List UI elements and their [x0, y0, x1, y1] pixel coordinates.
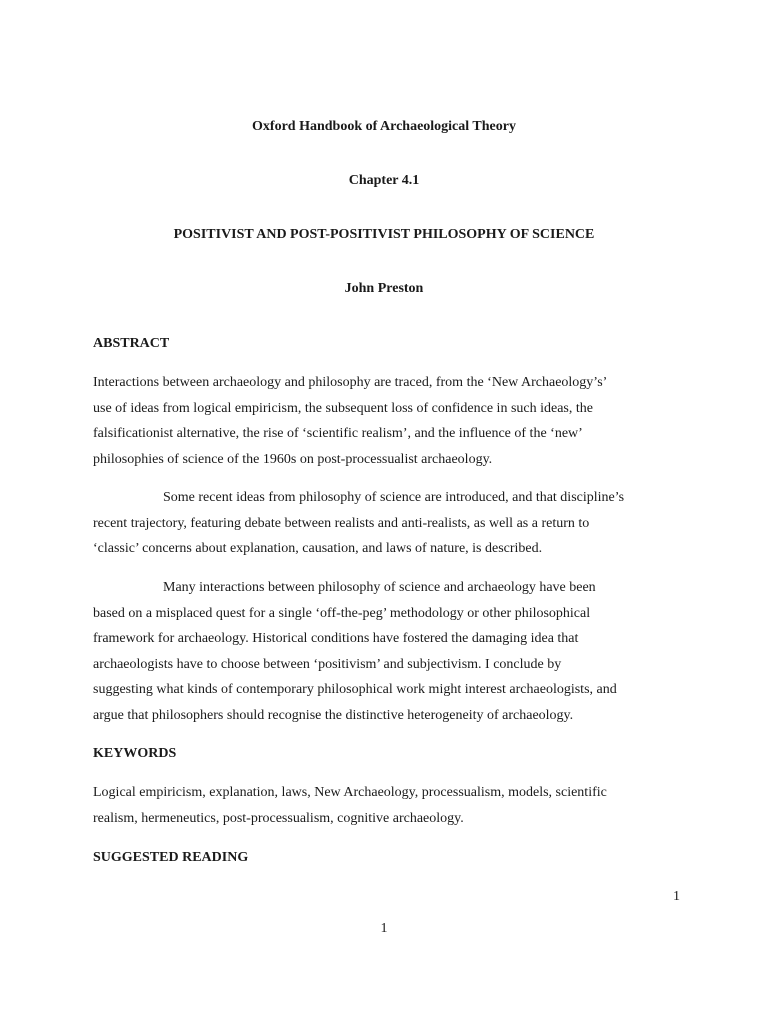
page-number-center: 1	[380, 921, 388, 936]
keywords-list	[93, 780, 683, 831]
suggested-reading-heading: SUGGESTED READING	[93, 850, 249, 865]
page-number-right: 1	[673, 889, 680, 904]
abstract-paragraph-2	[93, 485, 683, 562]
text-line: argue that philosophers should recognise the distinctive heterogeneity of archaeology.	[93, 707, 574, 723]
text-line: Interactions between archaeology and philosophy are traced, from the ‘New Archaeology’s’	[93, 375, 608, 390]
text-line: realism, hermeneutics, post-processualism, cognitive archaeology.	[93, 810, 464, 826]
text-line: archaeologists have to choose between ‘positivism’ and subjectivism. I conclude by	[93, 656, 562, 672]
chapter-number: Chapter 4.1	[348, 173, 420, 188]
chapter-title: POSITIVIST AND POST-POSITIVIST PHILOSOPHY OF SCIENCE	[173, 227, 595, 242]
text-line: suggesting what kinds of contemporary philosophical work might interest archaeologists, and	[93, 682, 617, 697]
text-line: based on a misplaced quest for a single ‘off-the-peg’ methodology or other philosophical	[93, 605, 591, 621]
book-title: Oxford Handbook of Archaeological Theory	[252, 119, 516, 134]
text-line: Many interactions between philosophy of science and archaeology have been	[163, 580, 596, 595]
text-line: Some recent ideas from philosophy of science are introduced, and that discipline’s	[163, 490, 625, 505]
text-line: philosophies of science of the 1960s on post-processualist archaeology.	[93, 451, 493, 467]
abstract-heading: ABSTRACT	[93, 336, 170, 351]
abstract-paragraph-1	[93, 370, 683, 472]
author-name: John Preston	[344, 281, 424, 296]
abstract-paragraph-3	[93, 575, 683, 728]
text-line: use of ideas from logical empiricism, the subsequent loss of confidence in such ideas, the	[93, 400, 593, 416]
text-line: ‘classic’ concerns about explanation, causation, and laws of nature, is described.	[93, 541, 543, 556]
text-line: framework for archaeology. Historical conditions have fostered the damaging idea that	[93, 631, 579, 646]
text-line: falsificationist alternative, the rise of ‘scientific realism’, and the influence of the ‘new’	[93, 426, 583, 441]
text-line: recent trajectory, featuring debate between realists and anti-realists, as well as a return to	[93, 515, 590, 531]
keywords-heading: KEYWORDS	[93, 746, 177, 761]
text-line: Logical empiricism, explanation, laws, New Archaeology, processualism, models, scientific	[93, 785, 607, 800]
